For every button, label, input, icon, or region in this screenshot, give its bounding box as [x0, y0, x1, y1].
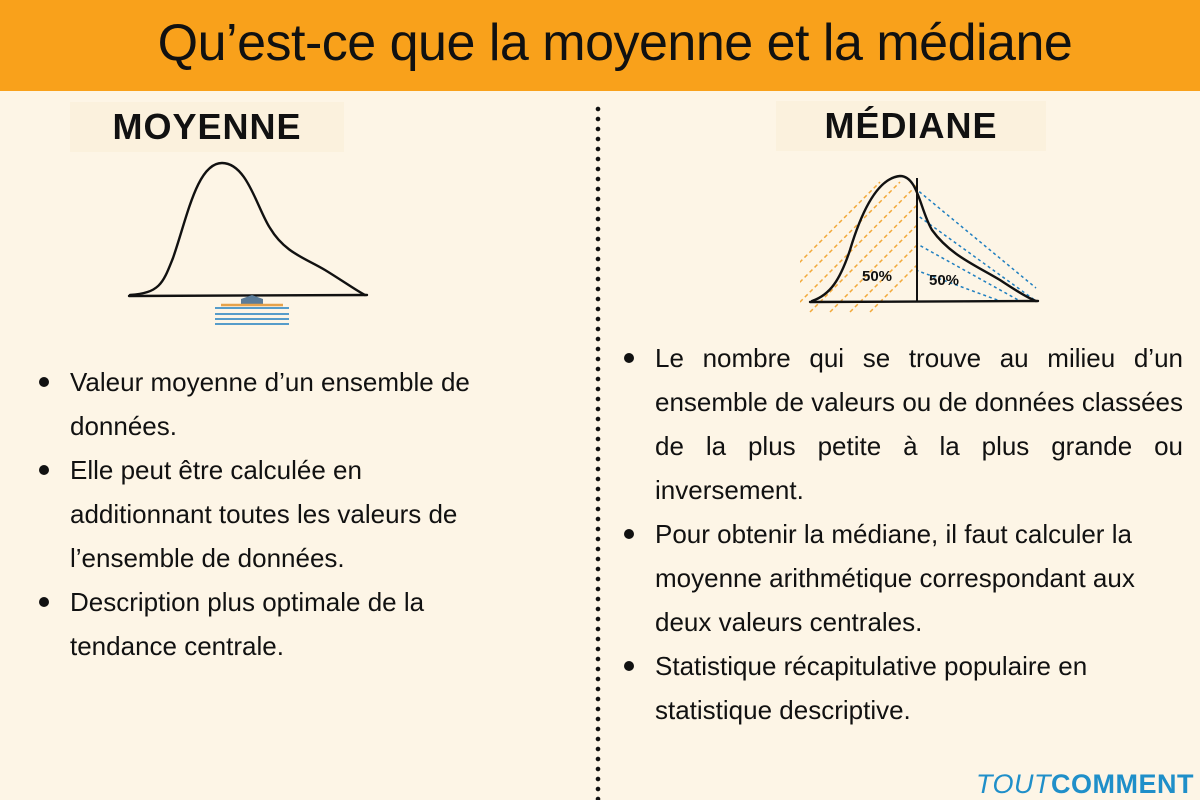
list-item: Elle peut être calculée en additionnant toutes les valeurs de l’ensemble de données.	[36, 448, 476, 580]
median-distribution-curve	[800, 170, 1050, 315]
dotted-divider	[594, 104, 602, 800]
right-percent-label: 50%	[929, 272, 960, 289]
brand-logo-part2: COMMENT	[1051, 769, 1194, 799]
list-item: Description plus optimale de la tendance centrale.	[36, 580, 476, 668]
left-percent-label: 50%	[862, 268, 893, 285]
list-item: Pour obtenir la médiane, il faut calculer la moyenne arithmétique correspondant aux deux valeurs centrales.	[621, 512, 1183, 644]
moyenne-heading: MOYENNE	[70, 102, 344, 152]
mediane-bullet-list	[621, 336, 1183, 732]
left-hatch-area	[800, 182, 1000, 312]
brand-logo	[976, 768, 1194, 800]
title-banner	[0, 0, 1200, 91]
moyenne-bullet-list	[36, 360, 476, 668]
list-item: Valeur moyenne d’un ensemble de données.	[36, 360, 476, 448]
brand-logo-part1: TOUT	[976, 769, 1052, 799]
page-title: Qu’est-ce que la moyenne et la médiane	[157, 14, 1073, 72]
balance-icon	[215, 295, 289, 324]
list-item: Le nombre qui se trouve au milieu d’un ensemble de valeurs ou de données classées de la plus petite à la plus grande ou inversement.	[621, 336, 1183, 512]
mean-distribution-curve	[125, 158, 375, 333]
list-item: Statistique récapitulative populaire en statistique descriptive.	[621, 644, 1183, 732]
mediane-heading: MÉDIANE	[776, 101, 1046, 151]
